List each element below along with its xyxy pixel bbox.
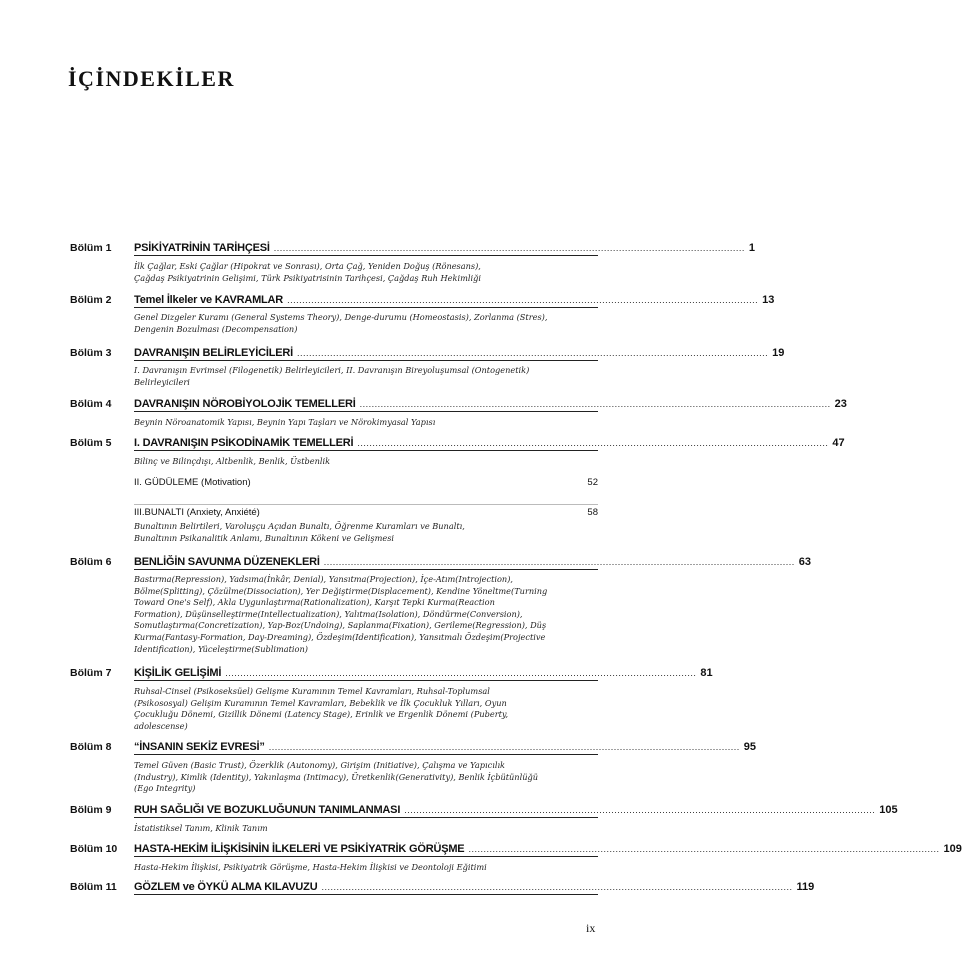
chapter-title-line bbox=[134, 437, 845, 451]
chapter-page: 1 bbox=[748, 242, 755, 254]
chapter-description bbox=[134, 823, 598, 835]
chapter-description bbox=[134, 312, 598, 335]
chapter-title: HASTA-HEKİM İLİŞKİSİNİN İLKELERİ VE PSİKİYATRİK GÖRÜŞME bbox=[134, 843, 465, 855]
description-line: Bastırma(Repression), Yadsıma(İnkâr, Denial), Yansıtma(Projection), İçe-Atım(Introjection), bbox=[134, 574, 514, 584]
chapter-label: Bölüm 11 bbox=[70, 881, 117, 893]
leader-dots: ............................................................................................................................................................. bbox=[268, 742, 740, 752]
chapter-title: “İNSANIN SEKİZ EVRESİ” bbox=[134, 741, 265, 753]
chapter-title: BENLİĞİN SAVUNMA DÜZENEKLERİ bbox=[134, 556, 320, 568]
chapter-page: 47 bbox=[832, 437, 845, 449]
page-title: İÇİNDEKİLER bbox=[68, 66, 235, 91]
chapter-page: 23 bbox=[834, 398, 847, 410]
chapter-description bbox=[134, 365, 598, 388]
description-line: Belirleyicileri bbox=[134, 376, 190, 387]
description-line: Ruhsal-Cinsel (Psikoseksüel) Gelişme Kuramının Temel Kavramları, Ruhsal-Toplumsal bbox=[134, 686, 490, 696]
description-line: I. Davranışın Evrimsel (Filogenetik) Belirleyicileri, II. Davranışın Bireyoluşumsal (Ontogenetik) bbox=[134, 365, 530, 375]
chapter-title: DAVRANIŞIN NÖROBİYOLOJİK TEMELLERİ bbox=[134, 398, 356, 410]
chapter-title: KİŞİLİK GELİŞİMİ bbox=[134, 667, 222, 679]
chapter-label: Bölüm 6 bbox=[70, 556, 112, 568]
sub-entry[interactable] bbox=[134, 504, 598, 518]
chapter-title-line bbox=[134, 398, 847, 412]
sub-title: II. GÜDÜLEME (Motivation) bbox=[134, 477, 251, 488]
description-line: Çocukluğu Dönemi, Gizillik Dönemi (Latency Stage), Erinlik ve Ergenlik Dönemi (Puberty, bbox=[134, 709, 509, 720]
leader-dots: ............................................................................................................................................................. bbox=[359, 399, 831, 409]
chapter-title-line bbox=[134, 843, 962, 857]
sub-title: III.BUNALTI (Anxiety, Anxiété) bbox=[134, 507, 260, 518]
chapter-page: 81 bbox=[700, 667, 713, 679]
chapter-label: Bölüm 10 bbox=[70, 843, 118, 855]
description-line: Bölme(Splitting), Çözülme(Dissociation), Yer Değiştirme(Displacement), Kendine Yöneltme(Turning bbox=[134, 585, 548, 596]
chapter-title-line bbox=[134, 741, 757, 755]
description-line: Bilinç ve Bilinçdışı, Altbenlik, Benlik, Üstbenlik bbox=[134, 456, 331, 466]
leader-dots: ............................................................................................................................................................. bbox=[468, 844, 940, 854]
chapter-title: I. DAVRANIŞIN PSİKODİNAMİK TEMELLERİ bbox=[134, 437, 354, 449]
chapter-description bbox=[134, 574, 598, 655]
chapter-description bbox=[134, 417, 598, 429]
description-line: İstatistiksel Tanım, Klinik Tanım bbox=[134, 823, 268, 833]
chapter-label: Bölüm 9 bbox=[70, 804, 112, 816]
chapter-title-line bbox=[134, 347, 785, 361]
description-line: İlk Çağlar, Eski Çağlar (Hipokrat ve Sonrası), Orta Çağ, Yeniden Doğuş (Rönesans), bbox=[134, 261, 481, 271]
chapter-label: Bölüm 2 bbox=[70, 294, 112, 306]
chapter-description bbox=[134, 686, 598, 732]
chapter-title-line bbox=[134, 804, 898, 818]
description-line: Beynin Nöroanatomik Yapısı, Beynin Yapı Taşları ve Nörokimyasal Yapısı bbox=[134, 417, 436, 427]
description-line: Dengenin Bozulması (Decompensation) bbox=[134, 323, 298, 334]
chapter-label: Bölüm 7 bbox=[70, 667, 112, 679]
leader-dots: ............................................................................................................................................................. bbox=[404, 805, 876, 815]
sub-page: 52 bbox=[587, 477, 598, 488]
chapter-title-line bbox=[134, 556, 812, 570]
chapter-description bbox=[134, 261, 598, 284]
leader-dots: ............................................................................................................................................................. bbox=[287, 295, 759, 305]
chapter-title: RUH SAĞLIĞI VE BOZUKLUĞUNUN TANIMLANMASI bbox=[134, 804, 401, 816]
description-line: Çağdaş Psikiyatrinin Gelişimi, Türk Psikiyatrisinin Tarihçesi, Çağdaş Ruh Hekimliği bbox=[134, 272, 481, 283]
chapter-title-line bbox=[134, 294, 775, 308]
chapter-title-line bbox=[134, 667, 713, 681]
leader-dots: ............................................................................................................................................................. bbox=[321, 882, 793, 892]
leader-dots: ............................................................................................................................................................. bbox=[273, 243, 745, 253]
leader-dots: ............................................................................................................................................................. bbox=[323, 557, 795, 567]
sub-description bbox=[134, 521, 598, 544]
description-line: Kurma(Fantasy-Formation, Day-Dreaming), Özdeşim(Identification), Yansıtmalı Özdeşim(Projective bbox=[134, 631, 546, 642]
chapter-label: Bölüm 8 bbox=[70, 741, 112, 753]
chapter-label: Bölüm 1 bbox=[70, 242, 112, 254]
chapter-description bbox=[134, 456, 598, 468]
chapter-label: Bölüm 5 bbox=[70, 437, 112, 449]
description-line: Formation), Düşünselleştirme(Intellectualization), Yalıtma(Isolation), Döndürme(Conversion), bbox=[134, 608, 523, 619]
description-line: (Ego Integrity) bbox=[134, 783, 196, 794]
chapter-title-line bbox=[134, 242, 755, 256]
description-line: Hasta-Hekim İlişkisi, Psikiyatrik Görüşme, Hasta-Hekim İlişkisi ve Deontoloji Eğitimi bbox=[134, 862, 487, 872]
chapter-page: 109 bbox=[943, 843, 962, 855]
chapter-page: 13 bbox=[762, 294, 775, 306]
chapter-label: Bölüm 3 bbox=[70, 347, 112, 359]
chapter-page: 119 bbox=[796, 881, 815, 893]
chapter-description bbox=[134, 760, 598, 795]
chapter-page: 95 bbox=[743, 741, 757, 753]
sub-page: 58 bbox=[587, 507, 598, 518]
description-line: (Psikososyal) Gelişim Kuramının Temel Kavramları, Bebeklik ve İlk Çocukluk Yılları, Oyun bbox=[134, 697, 507, 708]
leader-dots: ............................................................................................................................................................. bbox=[357, 438, 829, 448]
description-line: Genel Dizgeler Kuramı (General Systems Theory), Denge-durumu (Homeostasis), Zorlanma (Stres), bbox=[134, 312, 548, 322]
chapter-description bbox=[134, 862, 598, 874]
chapter-title-line bbox=[134, 881, 815, 895]
chapter-title: GÖZLEM ve ÖYKÜ ALMA KILAVUZU bbox=[134, 881, 318, 893]
chapter-page: 105 bbox=[879, 804, 898, 816]
sub-entry[interactable] bbox=[134, 477, 598, 488]
description-line: Somutlaştırma(Concretization), Yap-Boz(Undoing), Saplanma(Fixation), Gerileme(Regression), Düş bbox=[134, 620, 547, 631]
chapter-page: 63 bbox=[798, 556, 812, 568]
page-number: ix bbox=[586, 921, 596, 935]
description-line: (Industry), Kimlik (Identity), Yakınlaşma (Intimacy), Üretkenlik(Generativity), Benlik İçbütünlüğü bbox=[134, 771, 538, 782]
chapter-title: DAVRANIŞIN BELİRLEYİCİLERİ bbox=[134, 347, 293, 359]
chapter-page: 19 bbox=[772, 347, 785, 359]
description-line: Toward One's Self), Akla Uygunlaştırma(Rationalization), Karşıt Tepki Kurma(Reaction bbox=[134, 597, 495, 608]
leader-dots: ............................................................................................................................................................. bbox=[297, 348, 769, 358]
chapter-title: Temel İlkeler ve KAVRAMLAR bbox=[134, 294, 284, 306]
description-line: Identification), Yüceleştirme(Sublimation) bbox=[134, 643, 308, 654]
chapter-label: Bölüm 4 bbox=[70, 398, 112, 410]
description-line: Bunaltının Belirtileri, Varoluşçu Açıdan Bunaltı, Öğrenme Kuramları ve Bunaltı, bbox=[134, 521, 465, 531]
leader-dots: ............................................................................................................................................................. bbox=[225, 668, 697, 678]
description-line: Temel Güven (Basic Trust), Özerklik (Autonomy), Girişim (Initiative), Çalışma ve Yapıcılık bbox=[134, 760, 506, 770]
description-line: Bunaltının Psikanalitik Anlamı, Bunaltının Kökeni ve Gelişmesi bbox=[134, 532, 395, 543]
description-line: adolescense) bbox=[134, 720, 188, 731]
chapter-title: PSİKİYATRİNİN TARİHÇESİ bbox=[134, 242, 270, 254]
